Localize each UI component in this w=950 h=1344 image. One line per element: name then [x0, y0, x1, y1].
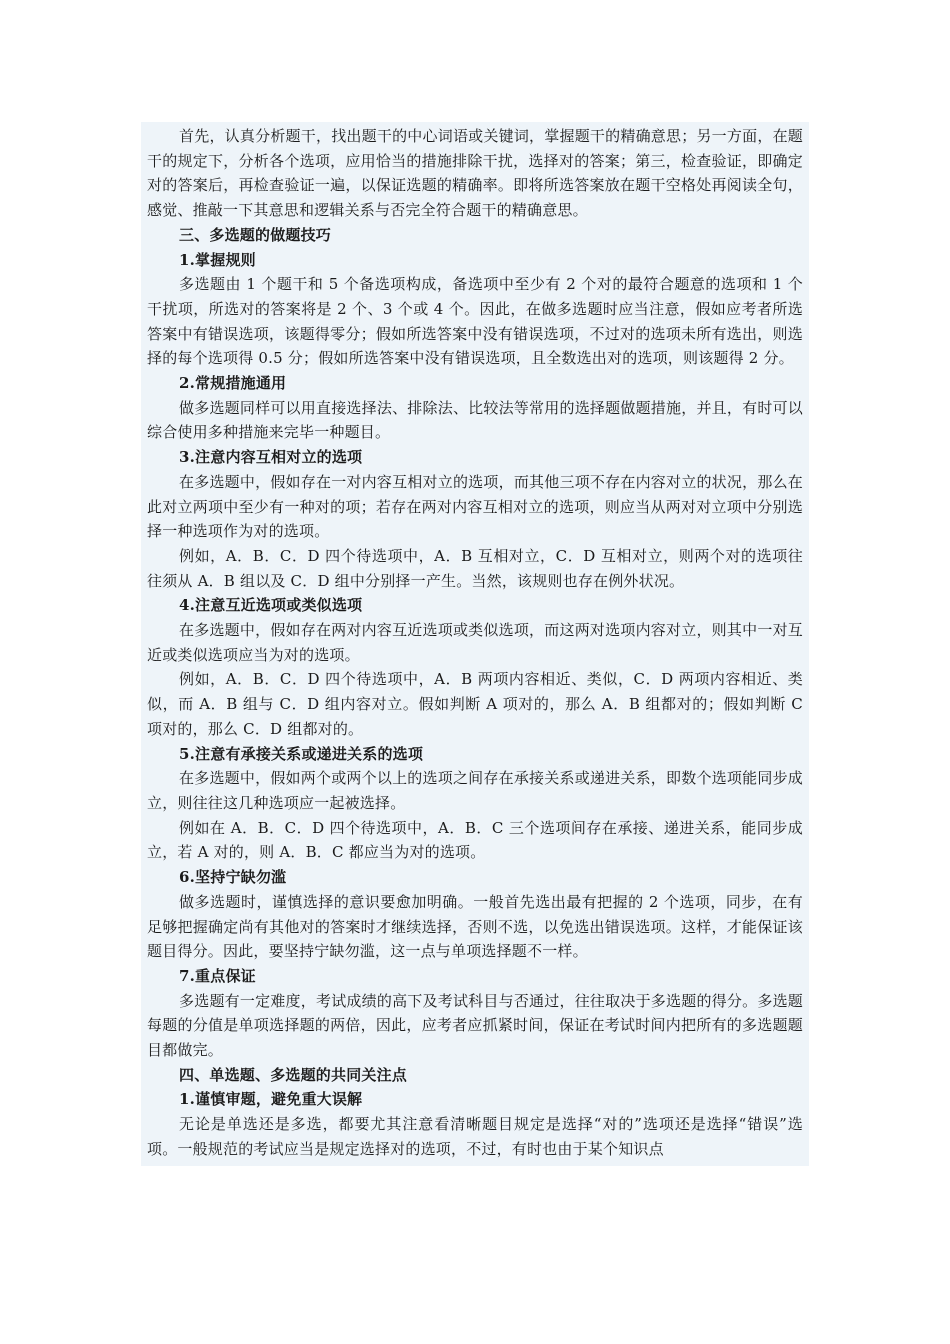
paragraph: 多选题有一定难度，考试成绩的高下及考试科目与否通过，往往取决于多选题的得分。多选题每题的分值是单项选择题的两倍，因此，应考者应抓紧时间，保证在考试时间内把所有的多选题题目都做完。 [147, 991, 803, 1060]
section-heading: 四、单选题、多选题的共同关注点 [179, 1065, 408, 1084]
paragraph: 在多选题中，假如存在一对内容互相对立的选项，而其他三项不存在内容对立的状况，那么在此对立两项中至少有一种对的项；若存在两对内容互相对立的选项，则应当从两对对立项中分别选择一种选项作为对的选项。 [147, 472, 803, 541]
paragraph: 例如，A．B．C．D 四个待选项中，A．B 两项内容相近、类似，C．D 两项内容相近、类似，而 A．B 组与 C．D 组内容对立。假如判断 A 项对的，那么 A．B 组都对的；假如判断 C 项对的，那么 C．D 组都对的。 [147, 670, 803, 738]
paragraph: 多选题由 1 个题干和 5 个备选项构成，备选项中至少有 2 个对的最符合题意的选项和 1 个干扰项，所选对的答案将是 2 个、3 个或 4 个。因此，在做多选题时应当注意，假如应考者所选答案中有错误选项，该题得零分；假如所选答案中没有错误选项，不过对的选项未所有选出，则选择的每个选项得 0.5 分；假如所选答案中没有错误选项，且全数选出对的选项，则该题得 2 分。 [147, 275, 803, 368]
subheading: 3.注意内容互相对立的选项 [179, 448, 363, 467]
subheading: 4.注意互近选项或类似选项 [179, 596, 363, 615]
paragraph-intro: 首先，认真分析题干，找出题干的中心词语或关键词，掌握题干的精确意思；另一方面，在题干的规定下，分析各个选项，应用恰当的措施排除干扰，选择对的答案；第三，检查验证，即确定对的答案后，再检查验证一遍，以保证选题的精确率。即将所选答案放在题干空格处再阅读全句，感觉、推敲一下其意思和逻辑关系与否完全符合题干的精确意思。 [147, 127, 803, 220]
paragraph: 在多选题中，假如两个或两个以上的选项之间存在承接关系或递进关系，即数个选项能同步成立，则往往这几种选项应一起被选择。 [147, 769, 803, 812]
paragraph: 在多选题中，假如存在两对内容互近选项或类似选项，而这两对选项内容对立，则其中一对互近或类似选项应当为对的选项。 [147, 621, 803, 664]
subheading: 6.坚持宁缺勿滥 [179, 868, 287, 887]
subheading: 1.掌握规则 [179, 250, 256, 269]
subheading: 1.谨慎审题，避免重大误解 [179, 1090, 363, 1109]
subheading: 7.重点保证 [179, 966, 256, 985]
paragraph: 例如在 A．B．C．D 四个待选项中，A．B．C 三个选项间存在承接、递进关系，能同步成立，若 A 对的，则 A．B．C 都应当为对的选项。 [147, 818, 803, 862]
paragraph: 例如，A．B．C．D 四个待选项中，A．B 互相对立，C．D 互相对立，则两个对的选项往往须从 A．B 组以及 C．D 组中分别择一产生。当然，该规则也存在例外状况。 [147, 546, 803, 590]
article-body [141, 122, 809, 1166]
paragraph: 无论是单选还是多选，都要尤其注意看清晰题目规定是选择“对的”选项还是选择“错误”选项。一般规范的考试应当是规定选择对的选项，不过，有时也由于某个知识点 [147, 1115, 803, 1158]
section-heading: 三、多选题的做题技巧 [179, 225, 332, 244]
paragraph: 做多选题同样可以用直接选择法、排除法、比较法等常用的选择题做题措施，并且，有时可以综合使用多种措施来完毕一种题目。 [147, 398, 803, 442]
subheading: 5.注意有承接关系或递进关系的选项 [179, 744, 424, 763]
subheading: 2.常规措施通用 [179, 374, 287, 393]
paragraph: 做多选题时，谨慎选择的意识要愈加明确。一般首先选出最有把握的 2 个选项，同步，在有足够把握确定尚有其他对的答案时才继续选择，否则不选，以免选出错误选项。这样，才能保证该题目得分。因此，要坚持宁缺勿滥，这一点与单项选择题不一样。 [147, 892, 803, 961]
